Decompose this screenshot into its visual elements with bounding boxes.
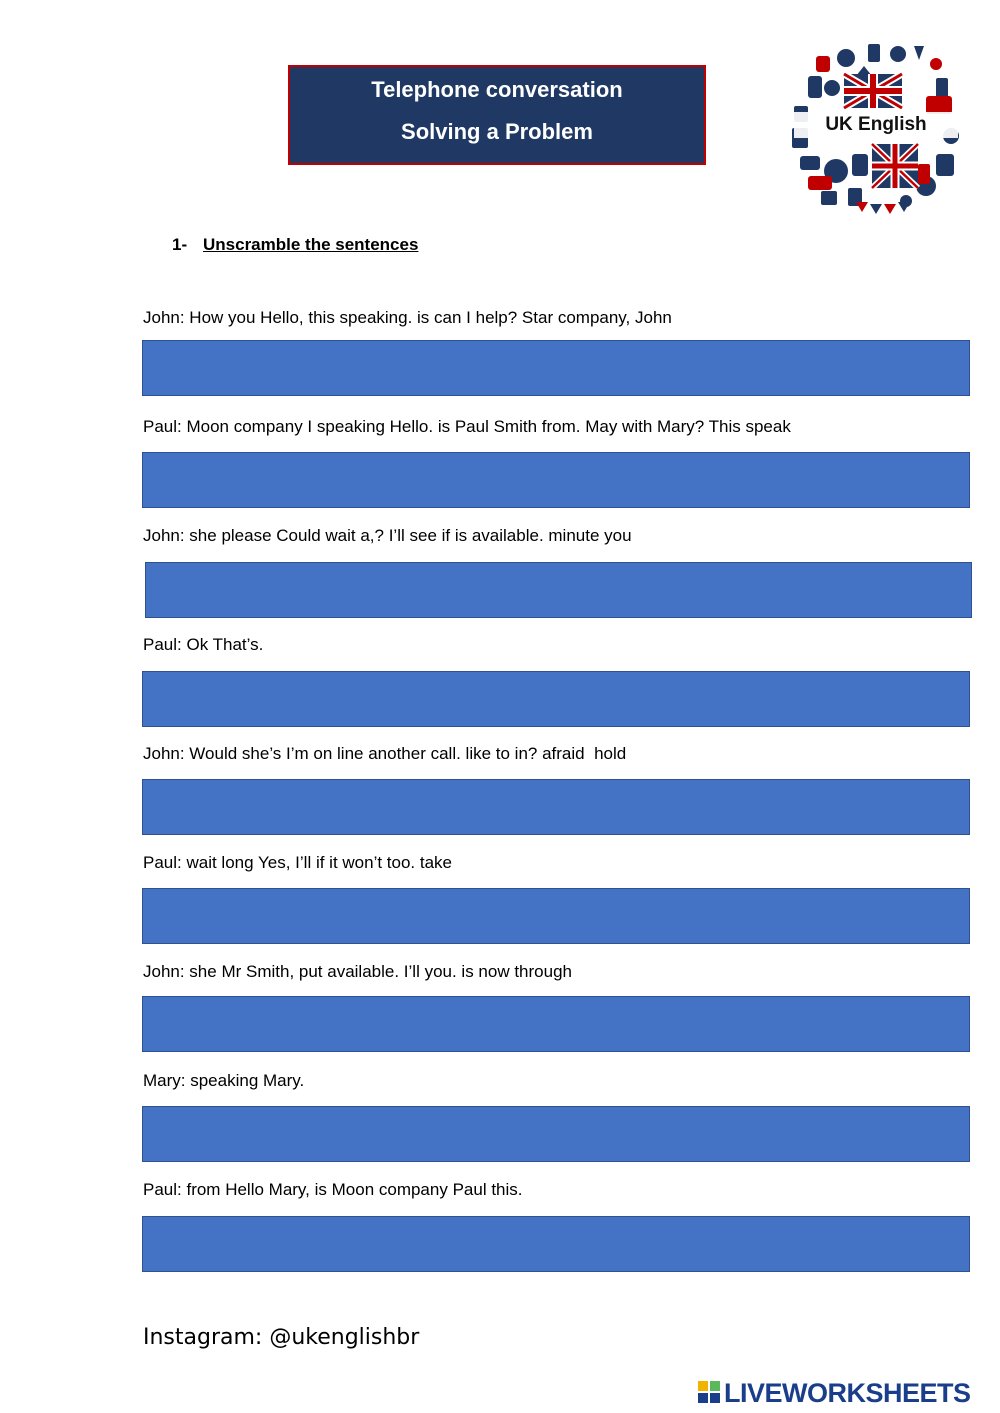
answer-field-1[interactable] [142, 340, 970, 396]
title-box [288, 65, 706, 165]
answer-field-9[interactable] [142, 1216, 970, 1272]
prompt-8: Mary: speaking Mary. [143, 1071, 305, 1090]
answer-field-7[interactable] [142, 996, 970, 1052]
answer-field-3[interactable] [145, 562, 972, 618]
prompt-2: Paul: Moon company I speaking Hello. is Paul Smith from. May with Mary? This speak [143, 417, 791, 436]
title-line-1: Telephone conversation [371, 77, 623, 102]
prompt-4: Paul: Ok That’s. [143, 635, 264, 654]
prompt-6: Paul: wait long Yes, I’ll if it won’t too. take [143, 853, 453, 872]
prompt-9: Paul: from Hello Mary, is Moon company Paul this. [143, 1180, 523, 1199]
answer-field-6[interactable] [142, 888, 970, 944]
prompt-7: John: she Mr Smith, put available. I’ll you. is now through [143, 962, 572, 981]
prompt-3: John: she please Could wait a,? I’ll see if is available. minute you [143, 526, 632, 545]
section-heading [172, 235, 418, 255]
liveworksheets-text: LIVEWORKSHEETS [724, 1378, 971, 1408]
section-title: Unscramble the sentences [203, 235, 419, 254]
title-line-2: Solving a Problem [401, 119, 593, 144]
section-number: 1- [172, 235, 188, 254]
logo-text: UK English [825, 114, 927, 135]
answer-field-5[interactable] [142, 779, 970, 835]
instagram-handle: Instagram: @ukenglishbr [143, 1325, 420, 1350]
answer-field-2[interactable] [142, 452, 970, 508]
answer-field-4[interactable] [142, 671, 970, 727]
liveworksheets-logo-icon [698, 1381, 720, 1403]
prompt-5: John: Would she’s I’m on line another call. like to in? afraid hold [143, 744, 627, 763]
prompt-1: John: How you Hello, this speaking. is can I help? Star company, John [143, 308, 672, 327]
answer-field-8[interactable] [142, 1106, 970, 1162]
